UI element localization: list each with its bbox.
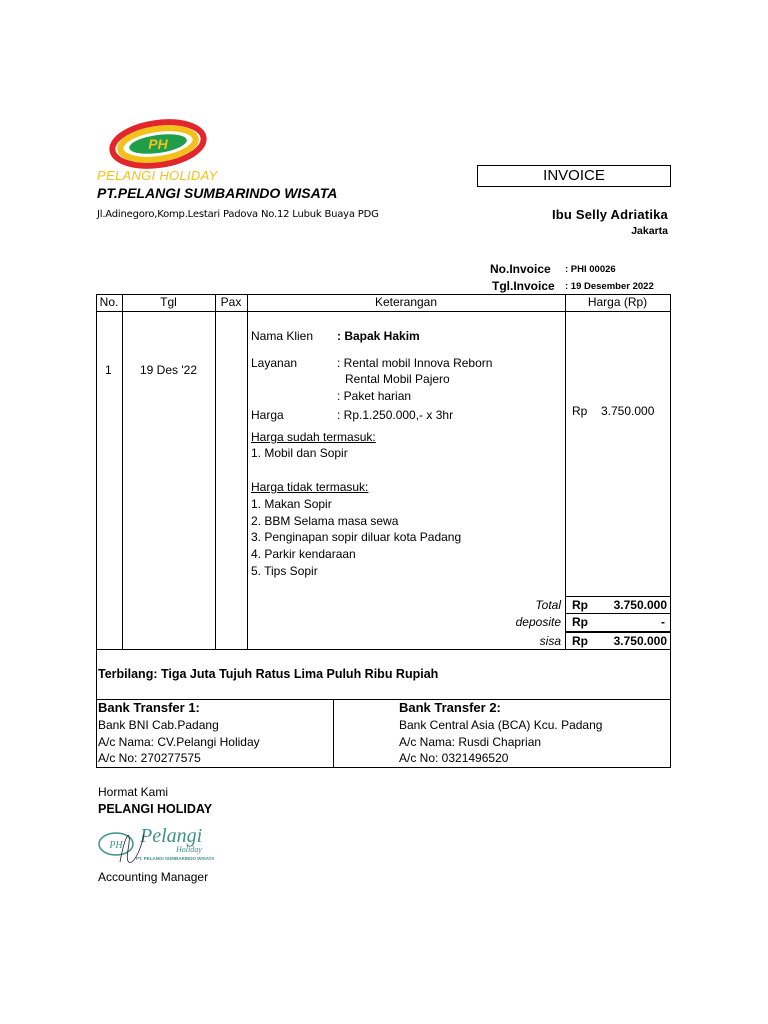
col-header-tgl: Tgl xyxy=(160,295,177,309)
total-label: Total xyxy=(535,598,561,612)
excluded-title: Harga tidak termasuk: xyxy=(251,480,369,494)
balance-label: sisa xyxy=(539,634,561,648)
balance-value: 3.750.000 xyxy=(613,634,667,648)
bank2-account-number: A/c No: 0321496520 xyxy=(399,751,509,765)
excluded-item: 1. Makan Sopir xyxy=(251,497,332,511)
row-date: 19 Des '22 xyxy=(140,363,197,377)
amount-in-words: Terbilang: Tiga Juta Tujuh Ratus Lima Puluh Ribu Rupiah xyxy=(98,667,439,681)
brand-name: PELANGI HOLIDAY xyxy=(97,168,218,183)
deposit-label: deposite xyxy=(515,615,561,629)
stamp-logo-text: PH xyxy=(109,840,123,851)
closing-text: Hormat Kami xyxy=(98,785,169,799)
invoice-date-value: : 19 Desember 2022 xyxy=(565,281,654,292)
company-stamp xyxy=(98,820,218,870)
deposit-value: - xyxy=(661,615,665,629)
company-logo xyxy=(108,118,208,170)
stamp-brand-text: Pelangi xyxy=(140,825,203,847)
bank2-title: Bank Transfer 2: xyxy=(399,700,501,715)
invoice-title: INVOICE xyxy=(477,165,671,187)
col-header-keterangan: Keterangan xyxy=(374,295,438,309)
customer-name: Ibu Selly Adriatika xyxy=(551,207,668,222)
customer-city: Jakarta xyxy=(631,225,668,237)
bank1-account-name: A/c Nama: CV.Pelangi Holiday xyxy=(98,735,260,749)
stamp-subtitle: PT. PELANGI SUMBARINDO WISATA xyxy=(136,856,215,861)
company-address: Jl.Adinegoro,Komp.Lestari Padova No.12 Lubuk Buaya PDG xyxy=(97,209,379,220)
included-item: 1. Mobil dan Sopir xyxy=(251,446,348,460)
balance-currency: Rp xyxy=(572,634,588,648)
invoice-number-label: No.Invoice xyxy=(490,262,551,276)
logo-initials: PH xyxy=(148,136,168,152)
col-header-no: No. xyxy=(99,295,119,309)
included-title: Harga sudah termasuk: xyxy=(251,430,376,444)
signer-company: PELANGI HOLIDAY xyxy=(98,802,213,816)
invoice-number-value: : PHI 00026 xyxy=(565,264,616,275)
invoice-date-label: Tgl.Invoice xyxy=(492,279,555,293)
company-name: PT.PELANGI SUMBARINDO WISATA xyxy=(97,185,338,201)
stamp-script-text: Holiday xyxy=(176,845,202,854)
total-currency: Rp xyxy=(572,598,588,612)
row-number: 1 xyxy=(105,363,112,377)
bank2-account-name: A/c Nama: Rusdi Chaprian xyxy=(399,735,542,749)
excluded-item: 2. BBM Selama masa sewa xyxy=(251,514,399,528)
service-line: Rental Mobil Pajero xyxy=(345,372,450,386)
bank1-title: Bank Transfer 1: xyxy=(98,700,200,715)
total-value: 3.750.000 xyxy=(613,598,667,612)
amount-value: 3.750.000 xyxy=(601,404,655,418)
price-value: : Rp.1.250.000,- x 3hr xyxy=(337,408,454,422)
col-header-harga: Harga (Rp) xyxy=(587,295,648,309)
bank1-account-number: A/c No: 270277575 xyxy=(98,751,201,765)
price-label: Harga xyxy=(251,408,284,422)
service-line: : Paket harian xyxy=(337,389,412,403)
excluded-item: 3. Penginapan sopir diluar kota Padang xyxy=(251,530,462,544)
deposit-currency: Rp xyxy=(572,615,588,629)
bank2-name: Bank Central Asia (BCA) Kcu. Padang xyxy=(399,718,603,732)
bank1-name: Bank BNI Cab.Padang xyxy=(98,718,219,732)
excluded-item: 5. Tips Sopir xyxy=(251,564,318,578)
service-label: Layanan xyxy=(251,356,298,370)
service-line: : Rental mobil Innova Reborn xyxy=(337,356,493,370)
client-label: Nama Klien xyxy=(251,329,314,343)
amount-currency: Rp xyxy=(572,404,588,418)
col-header-pax: Pax xyxy=(220,295,242,309)
client-value: : Bapak Hakim xyxy=(337,329,420,343)
excluded-item: 4. Parkir kendaraan xyxy=(251,547,356,561)
signer-role: Accounting Manager xyxy=(98,870,209,884)
